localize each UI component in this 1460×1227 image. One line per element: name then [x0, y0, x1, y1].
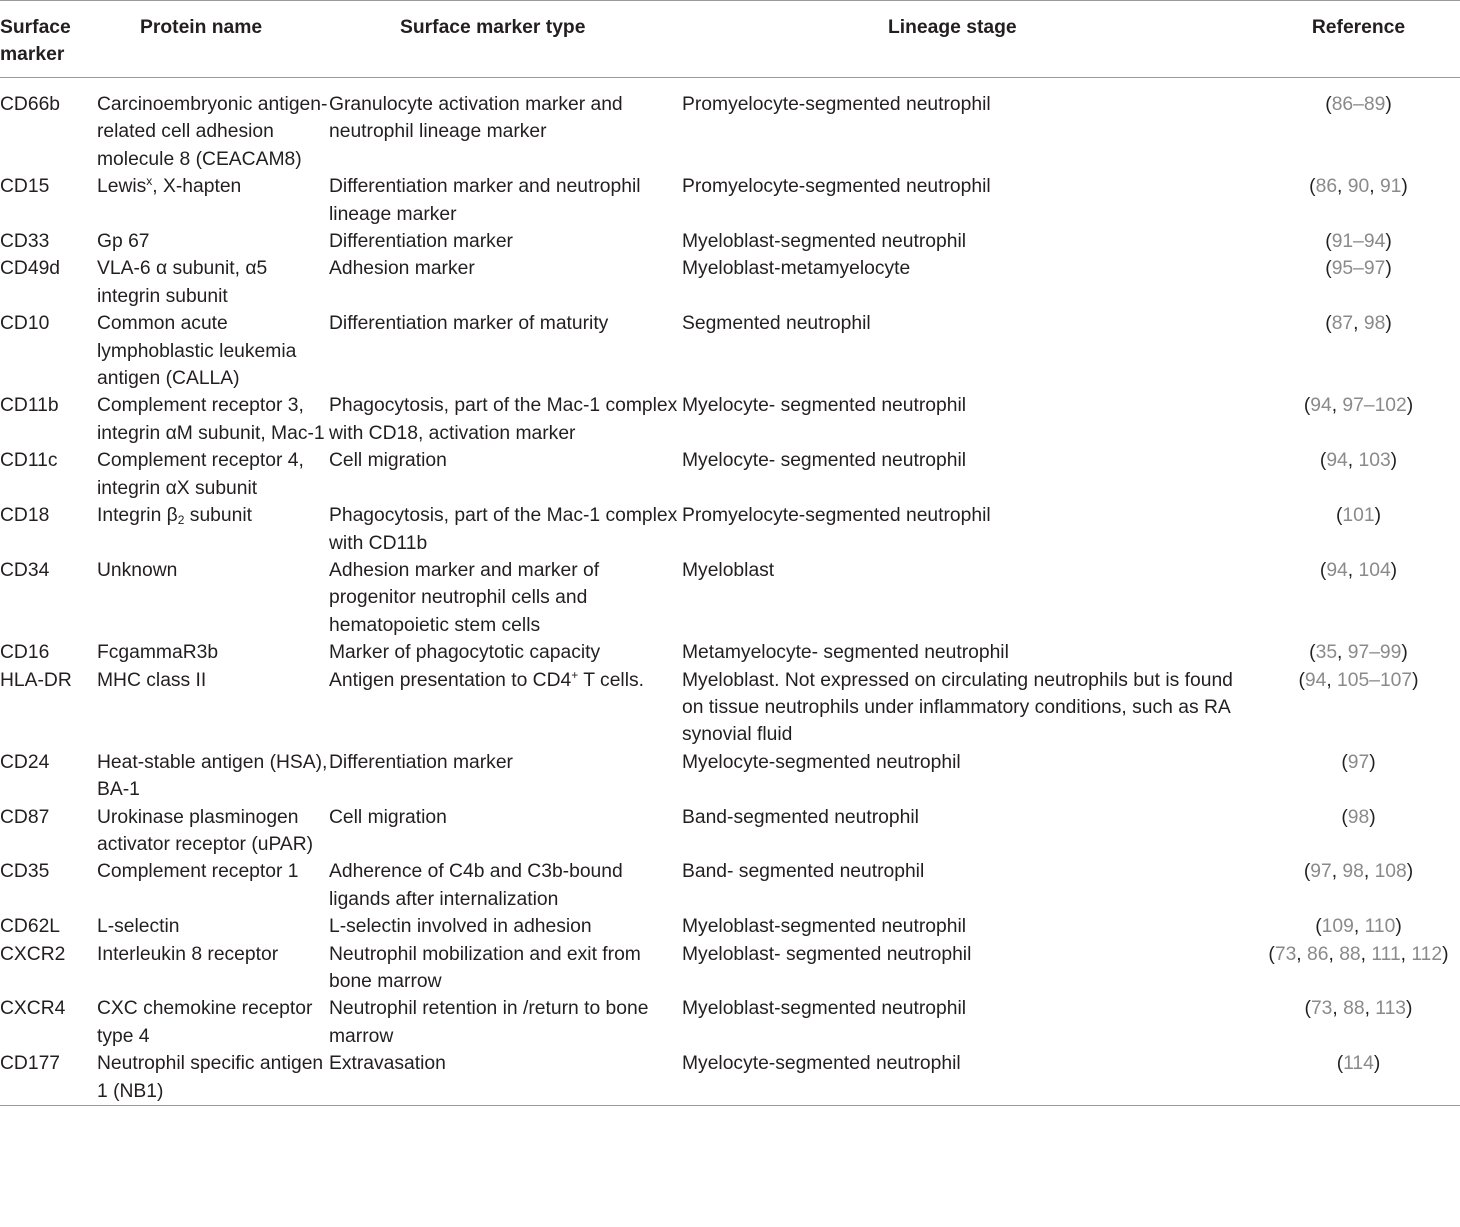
table-row — [0, 749, 1460, 804]
reference-link[interactable]: 91–94 — [1331, 231, 1386, 253]
surface-marker-cell: CXCR2 — [0, 943, 66, 965]
protein-name-text: subunit — [184, 505, 252, 527]
lineage-stage-cell: Myeloblast-segmented neutrophil — [682, 916, 967, 938]
lineage-stage-cell: Myelocyte-segmented neutrophil — [682, 751, 961, 773]
protein-name-cell: Interleukin 8 receptor — [97, 943, 279, 965]
surface-marker-cell: HLA-DR — [0, 669, 72, 691]
lineage-stage-cell: Myeloblast- segmented neutrophil — [682, 943, 972, 965]
surface-marker-type-cell: Adherence of C4b and C3b-bound ligands after internalization — [329, 861, 623, 910]
lineage-stage-cell: Myeloblast. Not expressed on circulating neutrophils but is found on tissue neutrophils under inflammatory conditions, such as RA synovial fluid — [682, 669, 1233, 746]
protein-name-cell: Heat-stable antigen (HSA), BA-1 — [97, 751, 328, 801]
protein-name-superscript: x — [146, 174, 153, 189]
surface-marker-type-cell: Cell migration — [329, 450, 447, 472]
reference-cell: (86–89) — [1325, 94, 1392, 115]
header-reference: Reference — [1311, 17, 1406, 38]
marker-type-superscript: + — [571, 667, 579, 682]
surface-marker-cell: CD66b — [0, 94, 61, 115]
reference-link[interactable]: 97–99 — [1347, 642, 1402, 664]
surface-marker-cell: CD10 — [0, 313, 50, 335]
surface-marker-cell: CD11c — [0, 450, 58, 472]
reference-cell: (109, 110) — [1315, 916, 1402, 938]
surface-marker-cell: CD62L — [0, 916, 61, 938]
reference-cell: (73, 86, 88, 111, 112) — [1268, 943, 1449, 965]
table-row — [0, 255, 1460, 310]
surface-marker-cell: CD16 — [0, 642, 50, 664]
reference-link[interactable]: 105–107 — [1337, 669, 1413, 691]
table-header-row — [0, 1, 1460, 78]
reference-link[interactable]: 88 — [1339, 943, 1361, 965]
protein-name-subscript: 2 — [177, 513, 185, 528]
lineage-stage-cell: Myeloblast-metamyelocyte — [682, 258, 911, 280]
reference-link[interactable]: 111 — [1371, 943, 1401, 965]
reference-cell: (73, 88, 113) — [1304, 998, 1413, 1020]
protein-name-cell — [97, 502, 329, 557]
reference-link[interactable]: 101 — [1342, 505, 1375, 527]
reference-link[interactable]: 73 — [1310, 998, 1333, 1020]
surface-marker-type-cell: Phagocytosis, part of the Mac-1 complex with CD11b — [329, 505, 678, 554]
lineage-stage-cell: Myeloblast-segmented neutrophil — [682, 231, 967, 253]
surface-marker-cell: CD11b — [0, 395, 59, 417]
lineage-stage-cell: Segmented neutrophil — [682, 313, 871, 335]
surface-marker-cell: CD18 — [0, 505, 50, 527]
reference-link[interactable]: 86 — [1315, 176, 1338, 198]
surface-marker-cell: CD87 — [0, 806, 50, 828]
surface-marker-type-cell: L-selectin involved in adhesion — [329, 916, 592, 938]
surface-marker-type-cell: Differentiation marker of maturity — [329, 313, 609, 335]
surface-marker-cell: CD34 — [0, 559, 50, 581]
lineage-stage-cell: Promyelocyte-segmented neutrophil — [682, 176, 991, 198]
protein-name-cell: VLA-6 α subunit, α5 integrin subunit — [97, 258, 268, 307]
lineage-stage-cell: Myelocyte-segmented neutrophil — [682, 1053, 961, 1075]
reference-link[interactable]: 87 — [1331, 313, 1354, 335]
protein-name-cell: Neutrophil specific antigen 1 (NB1) — [97, 1053, 324, 1102]
reference-link[interactable]: 103 — [1358, 450, 1391, 472]
surface-marker-cell: CD33 — [0, 231, 50, 253]
reference-cell: (86, 90, 91) — [1309, 176, 1408, 198]
surface-marker-cell: CD35 — [0, 861, 50, 883]
table-row — [0, 173, 1460, 228]
reference-link[interactable]: 114 — [1343, 1053, 1374, 1075]
table-row — [0, 1050, 1460, 1105]
protein-name-cell: MHC class II — [97, 669, 207, 691]
table-row — [0, 941, 1460, 996]
protein-name-cell: Urokinase plasminogen activator receptor (uPAR) — [97, 806, 314, 855]
reference-link[interactable]: 98 — [1347, 806, 1370, 828]
table-row — [0, 502, 1460, 557]
reference-link[interactable]: 95–97 — [1331, 258, 1386, 280]
table-row — [0, 639, 1460, 666]
reference-cell: (94, 104) — [1319, 559, 1398, 581]
table-row — [0, 667, 1460, 749]
table-row — [0, 804, 1460, 859]
protein-name-cell: Carcinoembryonic antigen-related cell adhesion molecule 8 (CEACAM8) — [97, 94, 328, 170]
reference-link[interactable]: 88 — [1343, 998, 1365, 1020]
header-lineage-stage: Lineage stage — [888, 17, 1017, 38]
reference-cell: (101) — [1335, 505, 1381, 527]
lineage-stage-cell: Band-segmented neutrophil — [682, 806, 919, 828]
reference-cell: (98) — [1341, 806, 1376, 828]
reference-cell: (97, 98, 108) — [1303, 861, 1414, 883]
protein-name-cell: L-selectin — [97, 916, 180, 938]
reference-link[interactable]: 113 — [1375, 998, 1407, 1020]
lineage-stage-cell: Band- segmented neutrophil — [682, 861, 925, 883]
surface-marker-type-cell: Neutrophil mobilization and exit from bone marrow — [329, 943, 641, 992]
reference-link[interactable]: 98 — [1363, 313, 1386, 335]
surface-marker-type-cell: Granulocyte activation marker and neutrophil lineage marker — [329, 94, 623, 143]
surface-marker-type-cell: Differentiation marker — [329, 751, 513, 773]
reference-cell: (94, 105–107) — [1298, 669, 1419, 691]
reference-cell: (94, 97–102) — [1303, 395, 1414, 417]
surface-marker-type-cell: Adhesion marker and marker of progenitor neutrophil cells and hematopoietic stem cells — [329, 559, 600, 636]
protein-name-text: , X-hapten — [152, 176, 242, 198]
reference-cell: (95–97) — [1325, 258, 1392, 280]
lineage-stage-cell: Promyelocyte-segmented neutrophil — [682, 94, 991, 115]
surface-marker-type-cell: Adhesion marker — [329, 258, 475, 280]
reference-cell: (87, 98) — [1325, 313, 1392, 335]
protein-name-text: Lewis — [97, 176, 147, 198]
surface-marker-type-cell — [329, 667, 682, 749]
table-row — [0, 392, 1460, 447]
reference-link[interactable]: 109 — [1321, 916, 1354, 938]
table-row — [0, 557, 1460, 639]
protein-name-cell: CXC chemokine receptor type 4 — [97, 998, 313, 1047]
protein-name-cell: Complement receptor 1 — [97, 861, 299, 883]
protein-name-cell: Common acute lymphoblastic leukemia antigen (CALLA) — [97, 313, 297, 390]
reference-cell: (114) — [1336, 1053, 1381, 1075]
reference-cell: (97) — [1341, 751, 1376, 773]
surface-marker-type-cell: Phagocytosis, part of the Mac-1 complex with CD18, activation marker — [329, 395, 678, 444]
reference-link[interactable]: 97 — [1310, 861, 1332, 883]
surface-marker-type-cell: Cell migration — [329, 806, 447, 828]
reference-link[interactable]: 90 — [1347, 176, 1370, 198]
reference-link[interactable]: 104 — [1358, 559, 1391, 581]
surface-marker-type-cell: Marker of phagocytotic capacity — [329, 642, 601, 664]
reference-cell: (91–94) — [1325, 231, 1392, 253]
reference-link[interactable]: 97 — [1347, 751, 1370, 773]
surface-marker-cell: CD15 — [0, 176, 50, 198]
protein-name-cell — [97, 173, 329, 228]
header-surface-marker: Surface marker — [0, 17, 71, 66]
surface-marker-type-cell: Extravasation — [329, 1053, 446, 1075]
table-row — [0, 995, 1460, 1050]
reference-link[interactable]: 94 — [1326, 559, 1348, 581]
surface-marker-type-cell: Neutrophil retention in /return to bone marrow — [329, 998, 649, 1047]
reference-link[interactable]: 108 — [1374, 861, 1407, 883]
protein-name-cell: Complement receptor 4, integrin αX subunit — [97, 450, 304, 499]
surface-marker-cell: CXCR4 — [0, 998, 66, 1020]
lineage-stage-cell: Myeloblast — [682, 559, 775, 581]
surface-marker-type-cell: Differentiation marker — [329, 231, 513, 253]
surface-marker-cell: CD49d — [0, 258, 61, 280]
reference-link[interactable]: 86 — [1307, 943, 1329, 965]
surface-marker-type-cell: Differentiation marker and neutrophil lineage marker — [329, 176, 641, 225]
reference-link[interactable]: 110 — [1364, 916, 1396, 938]
lineage-stage-cell: Metamyelocyte- segmented neutrophil — [682, 642, 1009, 664]
lineage-stage-cell: Myelocyte- segmented neutrophil — [682, 395, 967, 417]
reference-link[interactable]: 86–89 — [1331, 94, 1386, 115]
table-row — [0, 228, 1460, 255]
reference-cell: (94, 103) — [1319, 450, 1398, 472]
reference-link[interactable]: 91 — [1379, 176, 1402, 198]
table-row — [0, 858, 1460, 913]
reference-link[interactable]: 94 — [1326, 450, 1348, 472]
table-row — [0, 310, 1460, 392]
lineage-stage-cell: Myelocyte- segmented neutrophil — [682, 450, 967, 472]
marker-type-text: T cells. — [578, 669, 644, 691]
protein-name-cell: Unknown — [97, 559, 178, 581]
reference-link[interactable]: 97–102 — [1342, 395, 1407, 417]
reference-link[interactable]: 98 — [1342, 861, 1364, 883]
header-surface-marker-type: Surface marker type — [400, 17, 586, 38]
reference-link[interactable]: 73 — [1274, 943, 1297, 965]
protein-name-cell: FcgammaR3b — [97, 642, 219, 664]
reference-link[interactable]: 94 — [1310, 395, 1332, 417]
protein-name-cell: Gp 67 — [97, 231, 150, 253]
table-row — [0, 78, 1460, 174]
reference-link[interactable]: 94 — [1304, 669, 1327, 691]
surface-marker-cell: CD24 — [0, 751, 50, 773]
protein-name-cell: Complement receptor 3, integrin αM subunit, Mac-1 — [97, 395, 325, 444]
header-protein-name: Protein name — [140, 17, 263, 38]
table-row — [0, 913, 1460, 940]
surface-marker-cell: CD177 — [0, 1053, 61, 1075]
reference-link[interactable]: 35 — [1315, 642, 1338, 664]
protein-name-text: Integrin β — [97, 505, 178, 527]
table-row — [0, 447, 1460, 502]
lineage-stage-cell: Promyelocyte-segmented neutrophil — [682, 505, 991, 527]
marker-type-text: Antigen presentation to CD4 — [329, 669, 572, 691]
reference-cell: (35, 97–99) — [1309, 642, 1408, 664]
reference-link[interactable]: 112 — [1411, 943, 1443, 965]
lineage-stage-cell: Myeloblast-segmented neutrophil — [682, 998, 967, 1020]
